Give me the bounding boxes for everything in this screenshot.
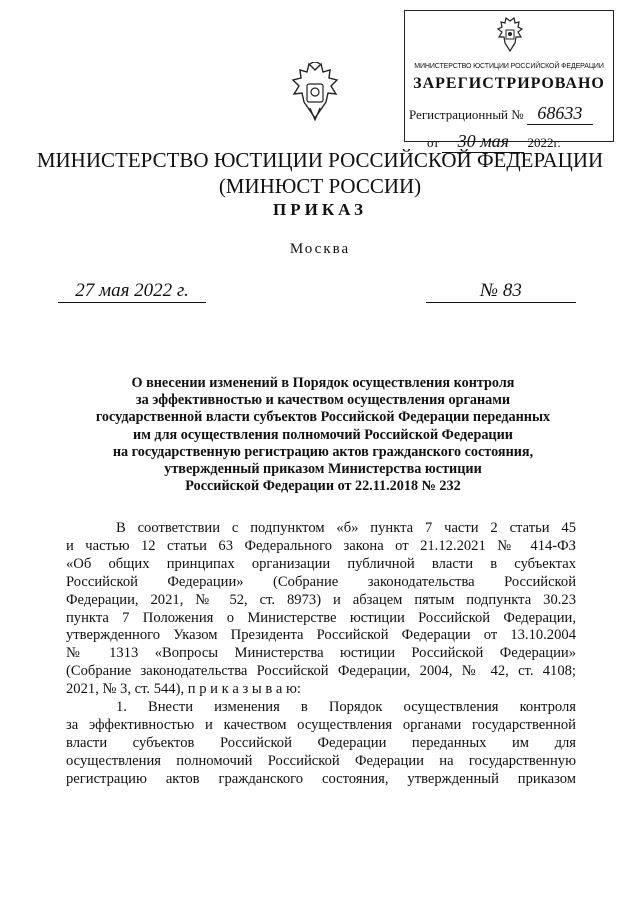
order-heading [60,375,586,495]
body-line: и частью 12 статьи 63 Федерального закона от 21.12.2021 № 414-ФЗ [66,537,576,554]
order-body [66,520,576,789]
stamp-date-prefix: от [427,135,440,150]
heading-line: на государственную регистрацию актов гражданского состояния, [112,443,534,460]
body-line: власти субъектов Российской Федерации переданных им для [66,734,576,751]
body-line: осуществления полномочий Российской Федерации на государственную [66,752,576,769]
body-line: пункта 7 Положения о Министерстве юстиции Российской Федерации, [66,609,576,626]
document-number: № 83 [426,280,576,303]
stamp-ministry: МИНИСТЕРСТВО ЮСТИЦИИ РОССИЙСКОЙ ФЕДЕРАЦИИ [414,63,604,70]
body-line: регистрацию актов гражданского состояния, утвержденный приказом [66,770,576,787]
city: Москва [289,241,351,257]
document-type: ПРИКАЗ [273,200,367,219]
stamp-reg-label: Регистрационный № [409,107,524,122]
stamp-reg-number: 68633 [527,103,593,125]
stamp-date-year: 2022г. [527,135,561,150]
body-line: утвержденного Указом Президента Российской Федерации от 13.10.2004 [66,627,576,644]
body-line: Федерации, 2021, № 52, ст. 8973) и абзацем пятым подпункта 30.23 [66,591,576,608]
heading-line: утвержденный приказом Министерства юстиции [164,461,482,478]
stamp-date-hand: 30 мая [442,131,524,153]
ministry-title: МИНИСТЕРСТВО ЮСТИЦИИ РОССИЙСКОЙ ФЕДЕРАЦИИ [36,148,604,172]
body-line: «Об общих принципах организации публичной власти в субъектах [66,555,576,572]
body-line: 2021, № 3, ст. 544), п р и к а з ы в а ю: [66,681,301,698]
heading-line: государственной власти субъектов Российской Федерации переданных [95,409,551,426]
body-line: 1. Внести изменения в Порядок осуществления контроля [116,699,576,716]
heading-line: О внесении изменений в Порядок осуществления контроля [131,375,515,391]
body-line: № 1313 «Вопросы Министерства юстиции Российской Федерации» [66,645,576,662]
coat-of-arms-icon [288,62,342,124]
stamp-reg-line [409,103,613,125]
body-line: (Собрание законодательства Российской Федерации, 2004, № 42, ст. 4108; [66,663,576,680]
heading-line: за эффективностью и качеством осуществления органами [135,392,511,409]
small-coat-of-arms-icon [495,17,525,55]
body-line: Российской Федерации» (Собрание законодательства Российской [66,573,576,590]
body-line: В соответствии с подпунктом «б» пункта 7 части 2 статьи 45 [116,520,576,536]
registration-stamp [404,10,614,151]
ministry-short-title: (МИНЮСТ РОССИИ) [218,174,422,198]
heading-line: им для осуществления полномочий Российской Федерации [133,426,513,443]
heading-line: Российской Федерации от 22.11.2018 № 232 [185,478,461,495]
stamp-registered: ЗАРЕГИСТРИРОВАНО [413,75,605,92]
document-date: 27 мая 2022 г. [58,280,206,303]
body-line: за эффективностью и качеством осуществления органами государственной [66,716,576,733]
